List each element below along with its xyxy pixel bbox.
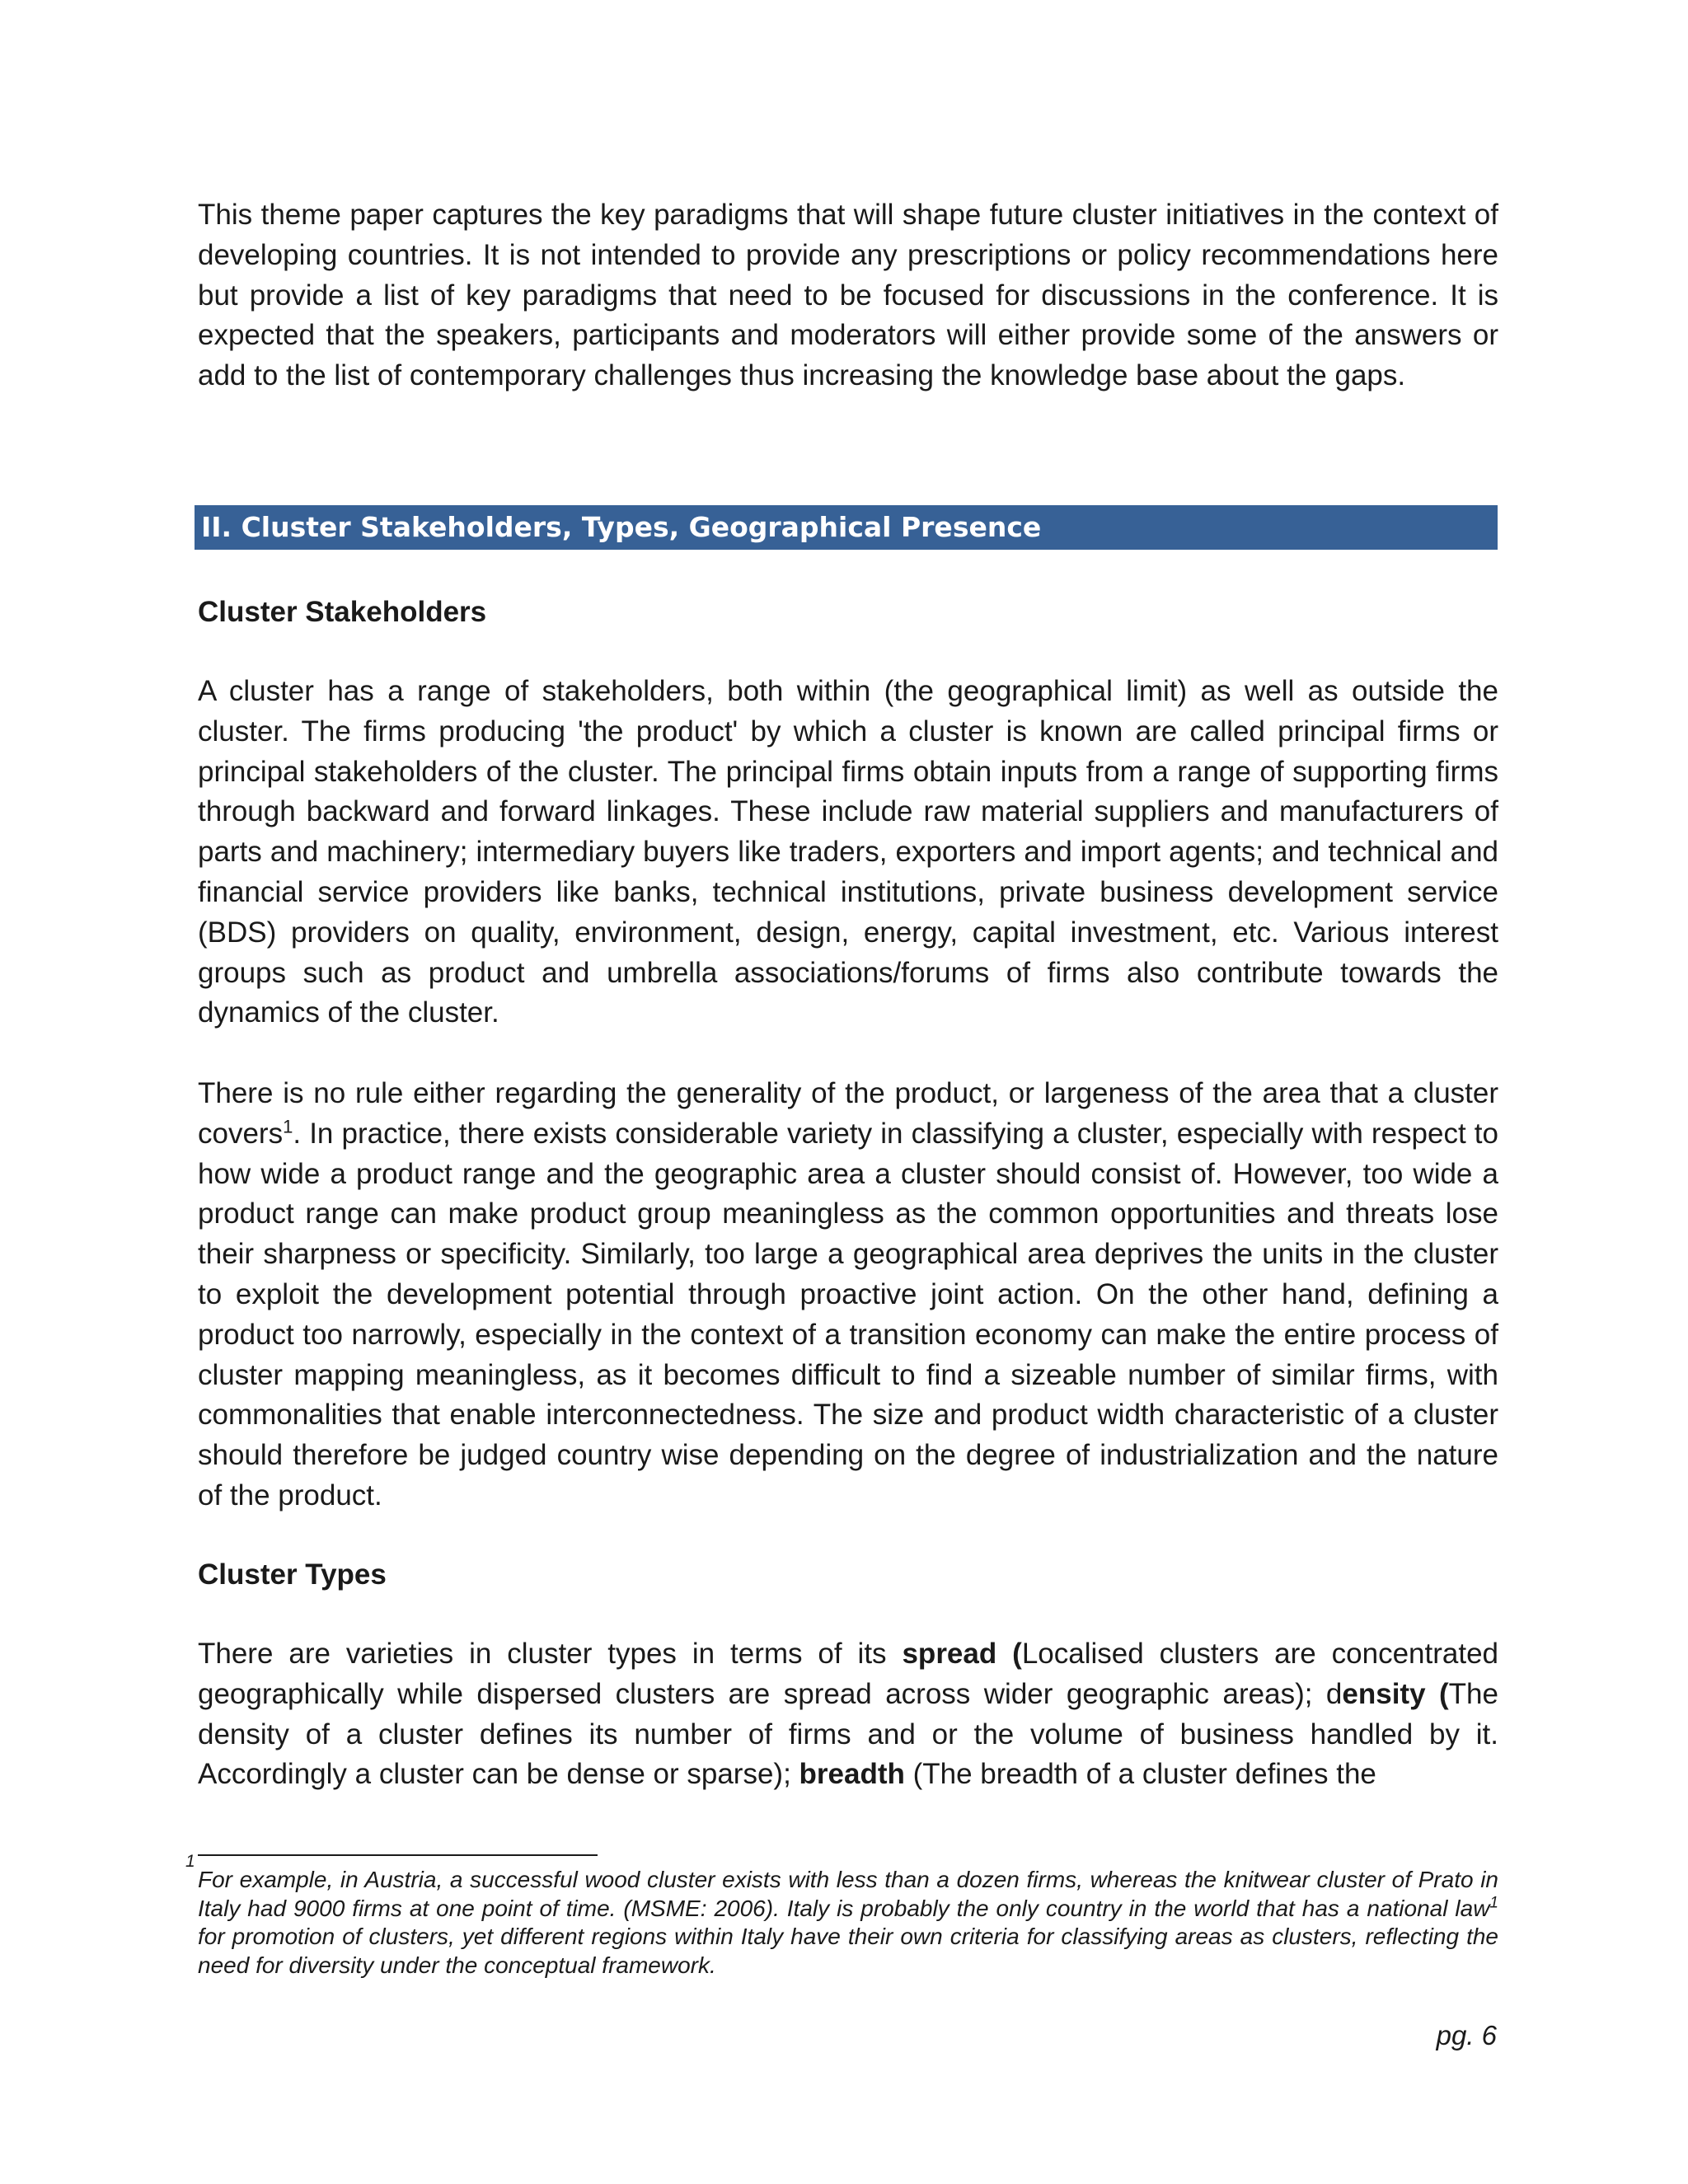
section-heading-bar: II. Cluster Stakeholders, Types, Geographical Presence	[195, 505, 1498, 550]
intro-section	[198, 195, 1498, 396]
paragraph-2-text-a: There is no rule either regarding the generality of the product, or largeness of the area that a cluster covers	[198, 1076, 1498, 1150]
types-heading: Cluster Types	[198, 1558, 387, 1591]
types-section	[198, 1634, 1498, 1795]
page-number: pg. 6	[1436, 2020, 1497, 2050]
breadth-description: (The breadth of a cluster defines the	[904, 1758, 1376, 1791]
footnote-divider	[198, 1854, 598, 1856]
types-paragraph	[198, 1634, 1498, 1795]
density-term: ensity (	[1342, 1677, 1449, 1710]
footnote-inline-ref: 1	[1489, 1894, 1498, 1912]
stakeholders-heading: Cluster Stakeholders	[198, 596, 487, 628]
spread-term: spread (	[902, 1638, 1022, 1670]
stakeholders-paragraph-1: A cluster has a range of stakeholders, both within (the geographical limit) as well as outside the cluster. The firms producing 'the product' by which a cluster is known are called principal firms or principal stakeholders of the cluster. The principal firms obtain inputs from a range of supporting firms through backward and forward linkages. These include raw material suppliers and manufacturers of parts and machinery; intermediary buyers like traders, exporters and import agents; and technical and financial service providers like banks, technical institutions, private business development service (BDS) providers on quality, environment, design, energy, capital investment, etc. Various interest groups such as product and umbrella associations/forums of firms also contribute towards the dynamics of the cluster.	[198, 675, 1498, 1029]
intro-paragraph: This theme paper captures the key paradigms that will shape future cluster initiatives in the context of developing countries. It is not intended to provide any prescriptions or policy recommendations here but provide a list of key paradigms that need to be focused for discussions in the conference. It is expected that the speakers, participants and moderators will either provide some of the answers or add to the list of contemporary challenges thus increasing the knowledge base about the gaps.	[198, 199, 1498, 392]
footnote-reference[interactable]: 1	[283, 1116, 293, 1137]
footnote-text-a: For example, in Austria, a successful wood cluster exists with less than a dozen firms, whereas the knitwear cluster of Prato in Italy had 9000 firms at one point of time. (MSME: 2006). Italy is probably the only country in the world that has a national law	[198, 1867, 1498, 1921]
document-page: This theme paper captures the key paradigms that will shape future cluster initiatives in the context of developing countries. It is not intended to provide any prescriptions or policy recommendations here but provide a list of key paradigms that need to be focused for discussions in the conference. It is expected that the speakers, participants and moderators will either provide some of the answers or add to the list of contemporary challenges thus increasing the knowledge base about the gaps. II. Cluster Stakeholders, Types, Geographical Presence Cluster Stakeholders A cluster has a range of stakeholders, both within (the geographical limit) as well as outside the cluster. The firms producing 'the product' by which a cluster is known are called principal firms or principal stakeholders of the cluster. The principal firms obtain inputs from a range of supporting firms through backward and forward linkages. These include raw material suppliers and manufacturers of parts and machinery; intermediary buyers like traders, exporters and import agents; and technical and financial service providers like banks, technical institutions, private business development service (BDS) providers on quality, environment, design, energy, capital investment, etc. Various interest groups such as product and umbrella associations/forums of firms also contribute towards the dynamics of the cluster. There is no rule either regarding the generality of the product, or largeness of the area that a cluster covers$^1$. In practice, there exists considerable variety in classifying a cluster, especially with respect to how wide a product range and the geographic area a cluster should consist of. However, too wide a product range can make product group meaningless as the common opportunities and threats lose their sharpness or specificity. Similarly, too large a geographical area deprives the units in the cluster to exploit the development potential through proactive joint action. On the other hand, defining a product too narrowly, especially in the context of a transition economy can make the entire process of cluster mapping meaningless, as it becomes difficult to find a sizeable number of similar firms, with commonalities that enable interconnectedness. The size and product width characteristic of a cluster should therefore be judged country wise depending on the degree of industrialization and the nature of the product. Cluster Types There are varieties in cluster types in terms of its spread (Localised clusters are concentrated geographically while dispersed clusters are spread across wider geographic areas); density (The density of a cluster defines its number of firms and or the volume of business handled by it. Accordingly a cluster can be dense or sparse); breadth (The breadth of a cluster defines the 1 For example, in Austria, a successful wood cluster exists with less than a dozen firms, whereas the knitwear cluster of Prato in Italy had 9000 firms at one point of time. (MSME: 2006). Italy is probably the only country in the world that has a national law$^1$ for promotion of clusters, yet different regions within Italy have their own criteria for classifying areas as clusters, reflecting the need for diversity under the conceptual framework. pg. 6	[0, 0, 1688, 2184]
paragraph-2-text-b: . In practice, there exists considerable variety in classifying a cluster, especially with respect to how wide a product range and the geographic area a cluster should consist of. However, too wide a product range can make product group meaningless as the common opportunities and threats lose their sharpness or specificity. Similarly, too large a geographical area deprives the units in the cluster to exploit the development potential through proactive joint action. On the other hand, defining a product too narrowly, especially in the context of a transition economy can make the entire process of cluster mapping meaningless, as it becomes difficult to find a sizeable number of similar firms, with commonalities that enable interconnectedness. The size and product width characteristic of a cluster should therefore be judged country wise depending on the degree of industrialization and the nature of the product.	[198, 1117, 1498, 1511]
footnote-text	[198, 1866, 1498, 1980]
footnote-text-b: for promotion of clusters, yet different regions within Italy have their own criteria for classifying areas as clusters, reflecting the need for diversity under the conceptual framework.	[198, 1924, 1498, 1978]
types-intro-text: There are varieties in cluster types in terms of its	[198, 1638, 903, 1670]
spread-description: Localised clusters are concentrated geographically while dispersed clusters are spread across wider geographic areas); d	[198, 1638, 1499, 1710]
stakeholders-section	[198, 672, 1498, 1516]
breadth-term: breadth	[799, 1758, 905, 1791]
stakeholders-paragraph-2	[198, 1074, 1498, 1516]
density-description: The density of a cluster defines its number of firms and or the volume of business handled by it. Accordingly a cluster can be dense or sparse);	[198, 1677, 1498, 1791]
